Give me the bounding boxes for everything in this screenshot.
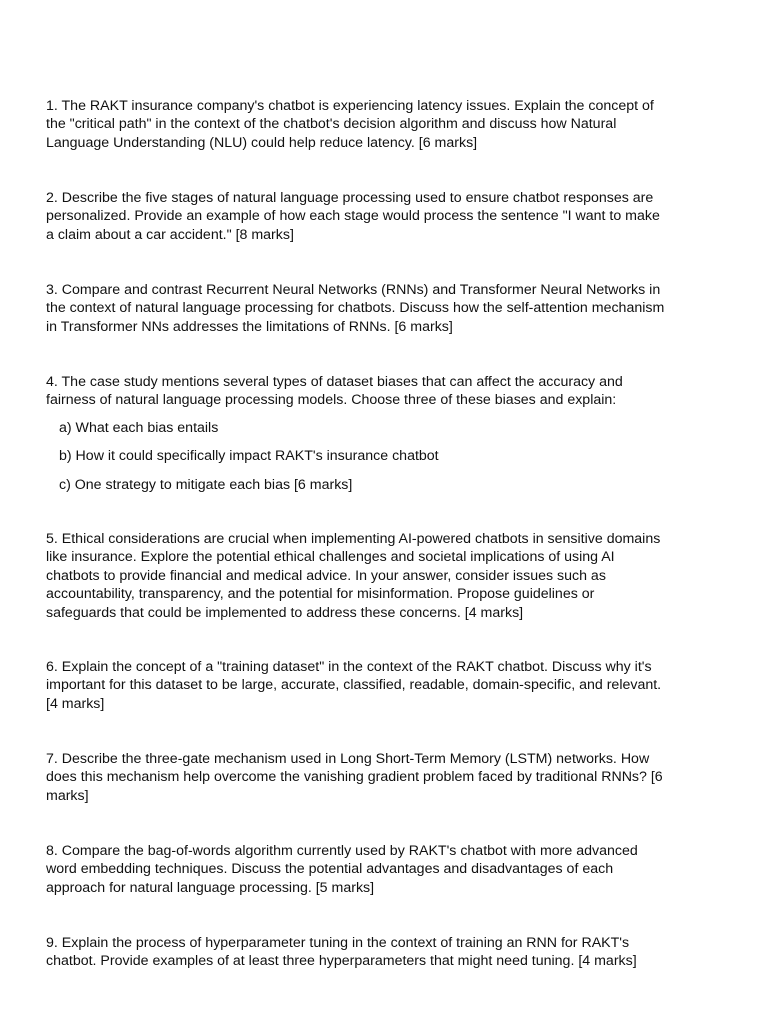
question-9-line: 9. Explain the process of hyperparameter tuning in the context of training an RNN for RAKT's	[46, 935, 630, 951]
question-5-line: accountability, transparency, and the potential for misinformation. Propose guidelines or	[46, 586, 595, 603]
question-4-sub-item-a: a) What each bias entails	[59, 419, 219, 436]
question-7-line: 7. Describe the three-gate mechanism used in Long Short-Term Memory (LSTM) networks. How	[46, 751, 650, 767]
question-4-line: 4. The case study mentions several types of dataset biases that can affect the accuracy and	[46, 374, 623, 390]
question-1	[46, 97, 746, 152]
question-2-line: 2. Describe the five stages of natural language processing used to ensure chatbot responses are	[46, 190, 654, 206]
question-8-line: 8. Compare the bag-of-words algorithm currently used by RAKT's chatbot with more advanced	[46, 843, 638, 859]
question-9	[46, 934, 746, 971]
question-3-line: the context of natural language processing for chatbots. Discuss how the self-attention mechanism	[46, 300, 665, 317]
question-1-line: the "critical path" in the context of the chatbot's decision algorithm and discuss how Natural	[46, 116, 617, 133]
question-5-line: chatbots to provide financial and medical advice. In your answer, consider issues such as	[46, 567, 606, 584]
question-8	[46, 842, 746, 897]
question-7-line: does this mechanism help overcome the vanishing gradient problem faced by traditional RNNs? [6	[46, 769, 663, 786]
question-1-line: 1. The RAKT insurance company's chatbot is experiencing latency issues. Explain the concept of	[46, 98, 654, 114]
question-4-sub-item-c: c) One strategy to mitigate each bias [6 marks]	[59, 476, 353, 493]
question-3-line: in Transformer NNs addresses the limitations of RNNs. [6 marks]	[46, 318, 453, 335]
question-6	[46, 658, 746, 713]
question-3-line: 3. Compare and contrast Recurrent Neural Networks (RNNs) and Transformer Neural Networks in	[46, 282, 661, 298]
question-4-sub-item-b: b) How it could specifically impact RAKT's insurance chatbot	[59, 448, 439, 465]
question-4-line: fairness of natural language processing models. Choose three of these biases and explain:	[46, 392, 617, 409]
question-2	[46, 189, 746, 244]
question-9-line: chatbot. Provide examples of at least three hyperparameters that might need tuning. [4 marks]	[46, 953, 637, 970]
question-5	[46, 530, 746, 622]
question-3	[46, 281, 746, 336]
question-4	[46, 373, 746, 494]
question-7-line: marks]	[46, 787, 89, 804]
question-8-line: word embedding techniques. Discuss the potential advantages and disadvantages of each	[46, 861, 614, 878]
question-2-line: a claim about a car accident." [8 marks]	[46, 226, 294, 243]
question-8-line: approach for natural language processing. [5 marks]	[46, 879, 375, 896]
question-7	[46, 750, 746, 805]
question-2-line: personalized. Provide an example of how each stage would process the sentence "I want to make	[46, 208, 660, 225]
question-1-line: Language Understanding (NLU) could help reduce latency. [6 marks]	[46, 134, 478, 151]
question-5-line: like insurance. Explore the potential ethical challenges and societal implications of using AI	[46, 549, 615, 566]
question-6-line: [4 marks]	[46, 695, 105, 712]
question-6-line: 6. Explain the concept of a "training dataset" in the context of the RAKT chatbot. Discuss why it's	[46, 659, 652, 675]
question-5-line: safeguards that could be implemented to address these concerns. [4 marks]	[46, 604, 524, 621]
question-5-line: 5. Ethical considerations are crucial when implementing AI-powered chatbots in sensitive domains	[46, 531, 661, 547]
question-6-line: important for this dataset to be large, accurate, classified, readable, domain-specific, and relevant.	[46, 677, 662, 694]
